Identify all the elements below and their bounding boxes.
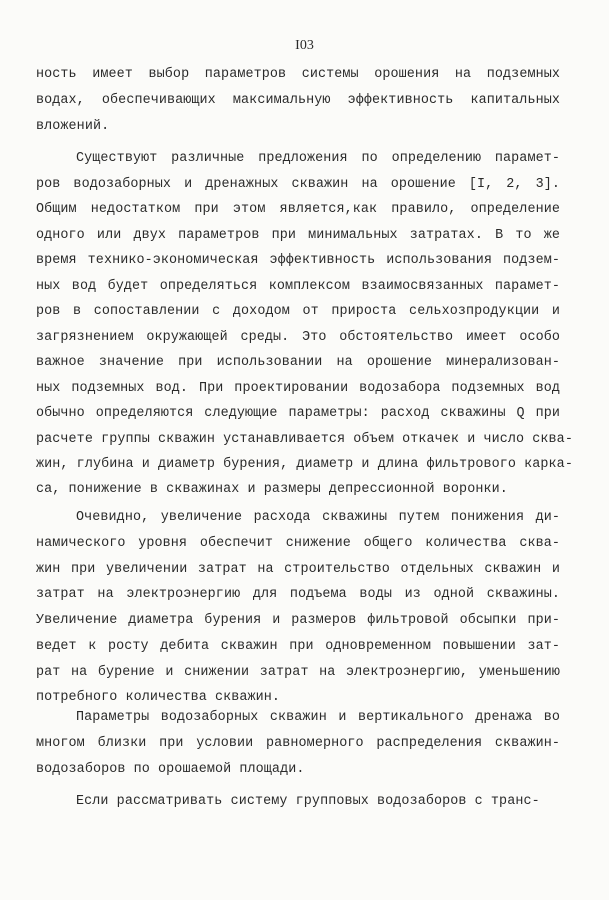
text-line: загрязнением окружающей среды. Это обстоятельство имеет особо: [36, 330, 560, 345]
text-line: Увеличение диаметра бурения и размеров фильтровой обсыпки при-: [36, 613, 560, 628]
text-line: вложений.: [36, 119, 110, 134]
text-line: намического уровня обеспечит снижение общего количества сква-: [36, 536, 560, 551]
text-line: жин при увеличении затрат на строительство отдельных скважин и: [36, 562, 560, 577]
text-line: затрат на электроэнергию для подъема воды из одной скважины.: [36, 587, 560, 602]
text-line: Существуют различные предложения по определению парамет-: [76, 151, 560, 166]
text-line: водозаборов по орошаемой площади.: [36, 762, 305, 777]
text-line: ров в сопоставлении с доходом от прироста сельхозпродукции и: [36, 304, 560, 319]
text-line: обычно определяются следующие параметры: расход скважины Q при: [36, 406, 560, 421]
text-line: ных подземных вод. При проектировании водозабора подземных вод: [36, 381, 560, 396]
text-line: важное значение при использовании на орошение минерализован-: [36, 355, 560, 370]
text-line: многом близки при условии равномерного распределения скважин-: [36, 736, 560, 751]
text-line: жин, глубина и диаметр бурения, диаметр и длина фильтрового карка-: [36, 457, 573, 472]
text-line: расчете группы скважин устанавливается объем откачек и число сква-: [36, 432, 573, 447]
text-line: Если рассматривать систему групповых водозаборов с транс-: [76, 794, 540, 809]
text-line: ность имеет выбор параметров системы орошения на подземных: [36, 67, 560, 82]
text-line: Общим недостатком при этом является,как правило, определение: [36, 202, 560, 217]
text-line: Параметры водозаборных скважин и вертикального дренажа во: [76, 710, 560, 725]
text-line: ных вод будет определяться комплексом взаимосвязанных парамет-: [36, 279, 560, 294]
text-line: время технико-экономическая эффективность использования подзем-: [36, 253, 560, 268]
text-line: ров водозаборных и дренажных скважин на орошение [I, 2, 3].: [36, 177, 560, 192]
text-line: одного или двух параметров при минимальных затратах. В то же: [36, 228, 560, 243]
text-line: потребного количества скважин.: [36, 690, 281, 705]
page-number: I03: [295, 38, 314, 53]
text-line: са, понижение в скважинах и размеры депрессионной воронки.: [36, 482, 508, 497]
text-line: рат на бурение и снижении затрат на электроэнергию, уменьшению: [36, 665, 560, 680]
text-line: Очевидно, увеличение расхода скважины путем понижения ди-: [76, 510, 560, 525]
text-line: водах, обеспечивающих максимальную эффективность капитальных: [36, 93, 560, 108]
text-line: ведет к росту дебита скважин при одновременном повышении зат-: [36, 639, 560, 654]
